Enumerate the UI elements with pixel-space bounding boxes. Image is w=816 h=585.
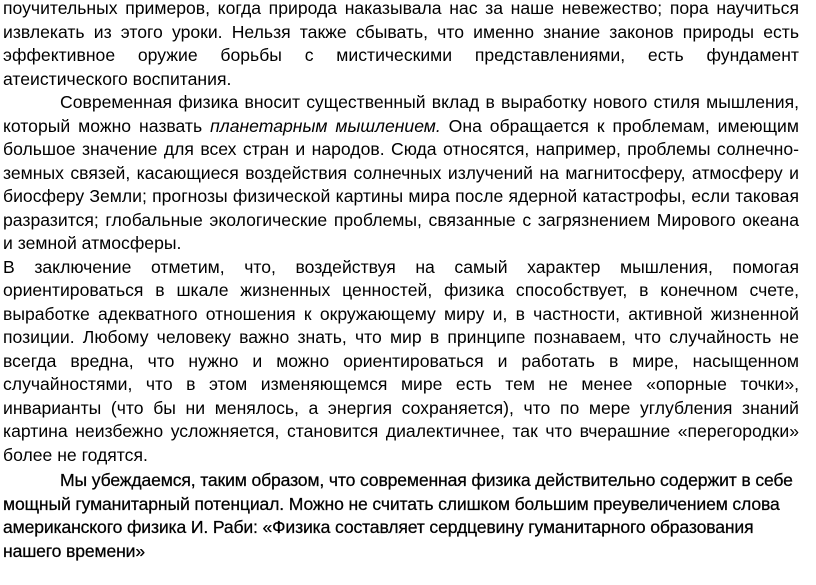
paragraph-humanitarian-potential: Мы убеждаемся, таким образом, что современная физика действительно содержит в себе мощный гуманитарный потенциал. Можно не считать слишком большим преувеличением слова американского физика И. Раби: «Физика составляет сердцевину гуманитарного образования нашего времени» bbox=[3, 470, 793, 561]
paragraph-planetary-thinking bbox=[3, 91, 799, 256]
paragraph-planetary-thinking-lead: Современная физика вносит существенный вклад в выработку нового стиля мышления, который можно назвать bbox=[3, 92, 799, 136]
document-page bbox=[3, 0, 799, 563]
planetary-thinking-term: планетарным мышлением. bbox=[210, 115, 441, 136]
paragraph-lessons-of-nature: поучительных примеров, когда природа наказывала нас за наше невежество; пора научиться извлекать из этого уроки. Нельзя также сбывать, что именно знание законов природы есть эффективное оружие борьбы с мистическими представлениями, есть фундамент атеистического воспитания. bbox=[3, 0, 799, 89]
paragraph-conclusion: В заключение отметим, что, воздействуя на самый характер мышления, помогая ориентироваться в шкале жизненных ценностей, физика способствует, в конечном счете, выработке адекватного отношения к окружающему миру и, в частности, активной жизненной позиции. Любому человеку важно знать, что мир в принципе познаваем, что случайность не всегда вредна, что нужно и можно ориентироваться и работать в мире, насыщенном случайностями, что в этом изменяющемся мире есть тем не менее «опорные точки», инварианты (что бы ни менялось, а энергия сохраняется), что по мере углубления знаний картина неизбежно усложняется, становится диалектичнее, так что вчерашние «перегородки» более не годятся. bbox=[3, 256, 799, 465]
paragraph-planetary-thinking-rest: Она обращается к проблемам, имеющим большое значение для всех стран и народов. Сюда относятся, например, проблемы солнечно-земных связей, касающиеся воздействия солнечных излучений на магнитосферу, атмосферу и биосферу Земли; прогнозы физической картины мира после ядерной катастрофы, если таковая разразится; глобальные экологические проблемы, связанные с загрязнением Мирового океана и земной атмосферы. bbox=[3, 115, 799, 253]
